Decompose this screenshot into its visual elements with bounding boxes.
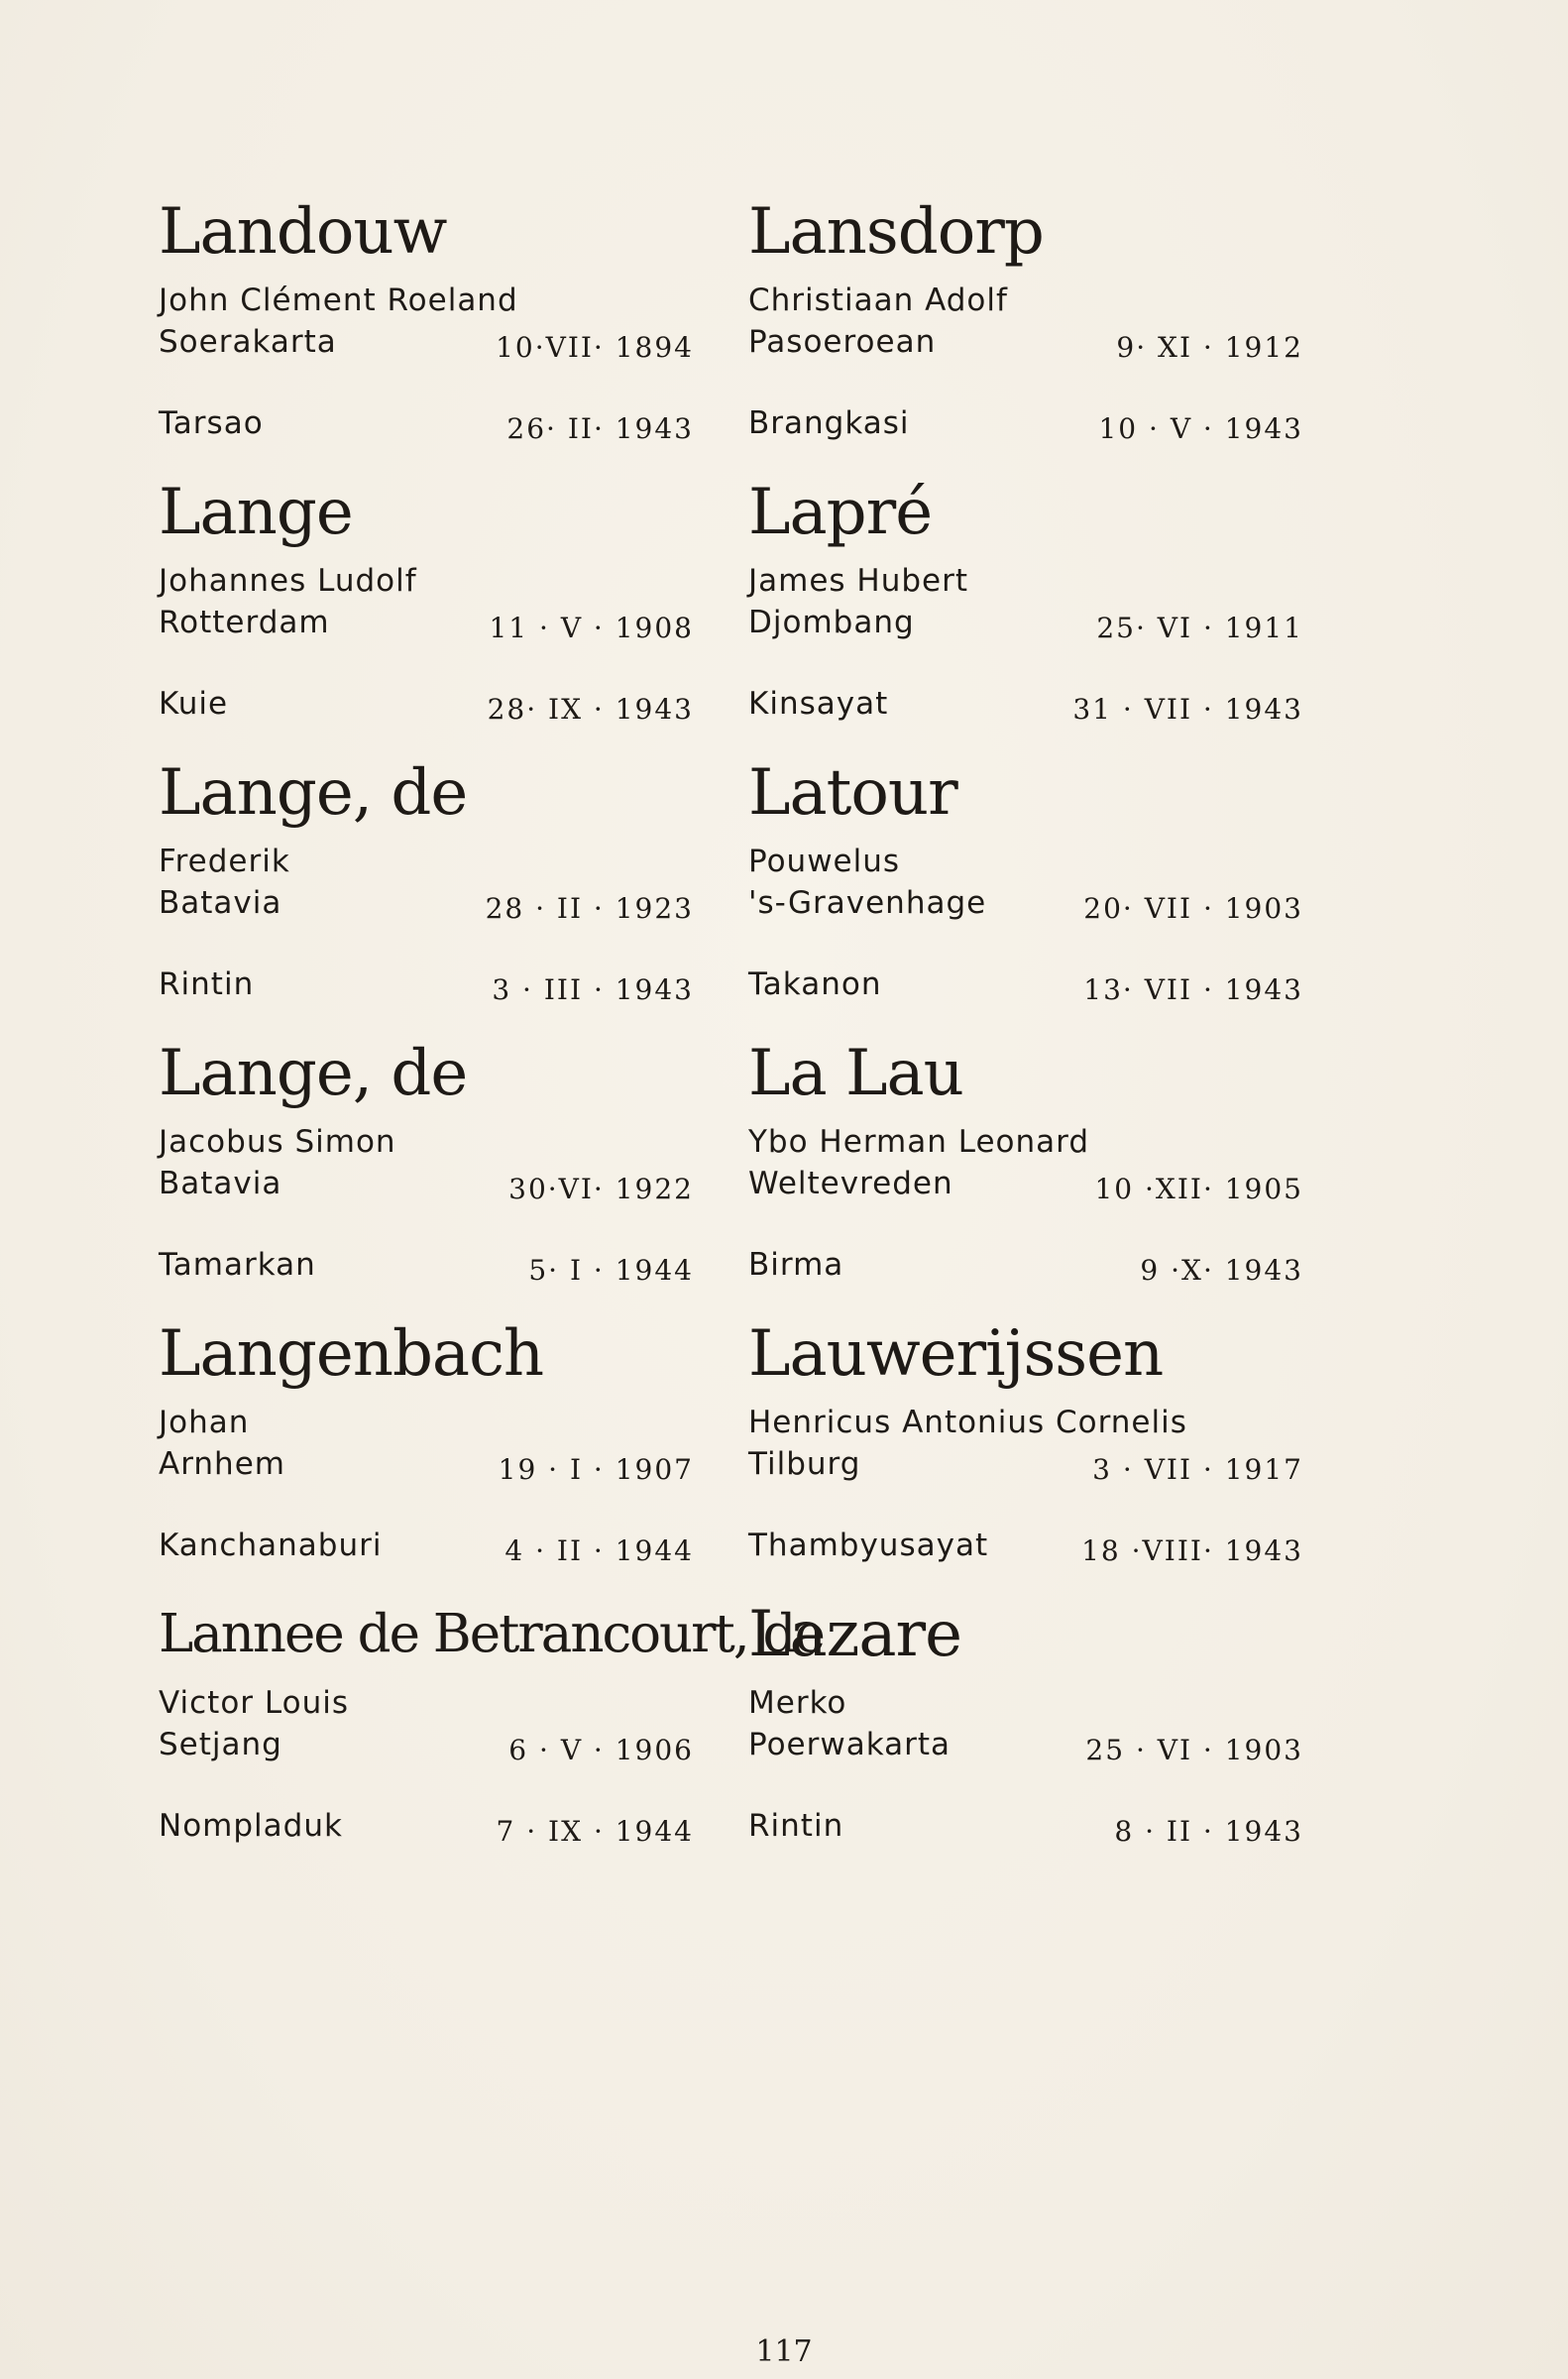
birth-date: 11 · V · 1908: [489, 612, 694, 644]
death-row: [748, 683, 1303, 725]
given-names: Johan: [159, 1405, 250, 1440]
death-date: 4 · II · 1944: [504, 1534, 694, 1567]
surname: Landouw: [159, 195, 447, 269]
birth-date: 20· VII · 1903: [1083, 892, 1303, 925]
given-names: Pouwelus: [748, 844, 901, 879]
page-number: 117: [755, 2334, 813, 2369]
birth-place: Tilburg: [748, 1446, 861, 1482]
surname: Lange, de: [159, 1037, 468, 1110]
death-row: [748, 963, 1303, 1005]
given-names: Victor Louis: [159, 1685, 350, 1721]
birth-row: [748, 1443, 1303, 1485]
death-place: Birma: [748, 1247, 844, 1283]
death-date: 28· IX · 1943: [487, 693, 694, 726]
death-place: Rintin: [748, 1808, 844, 1844]
entry: [159, 188, 694, 469]
entry: [748, 469, 1303, 749]
death-place: Rintin: [159, 966, 255, 1002]
death-date: 3 · III · 1943: [492, 973, 694, 1006]
given-names: Merko: [748, 1685, 847, 1721]
birth-place: Weltevreden: [748, 1166, 953, 1201]
death-row: [748, 1525, 1303, 1566]
entry: [748, 188, 1303, 469]
birth-date: 3 · VII · 1917: [1092, 1453, 1303, 1486]
death-date: 7 · IX · 1944: [496, 1815, 694, 1848]
death-row: [748, 1805, 1303, 1847]
entry: [748, 1310, 1303, 1591]
death-place: Nompladuk: [159, 1808, 343, 1844]
birth-date: 10·VII· 1894: [496, 331, 694, 364]
birth-row: [748, 882, 1303, 924]
birth-date: 28 · II · 1923: [485, 892, 694, 925]
entry: [748, 1030, 1303, 1310]
death-date: 5· I · 1944: [528, 1254, 694, 1287]
death-row: [159, 1525, 694, 1566]
death-row: [748, 1244, 1303, 1286]
death-place: Kinsayat: [748, 686, 889, 722]
death-date: 18 ·VIII· 1943: [1081, 1534, 1303, 1567]
birth-place: Pasoeroean: [748, 324, 937, 360]
given-names: Ybo Herman Leonard: [748, 1124, 1089, 1160]
surname: Langenbach: [159, 1317, 544, 1391]
entry: [159, 749, 694, 1030]
birth-row: [159, 1724, 694, 1765]
given-names: Frederik: [159, 844, 290, 879]
death-date: 13· VII · 1943: [1083, 973, 1303, 1006]
given-names: John Clément Roeland: [159, 283, 518, 318]
entry: [748, 1591, 1303, 1871]
birth-place: Batavia: [159, 1166, 282, 1201]
death-row: [159, 1805, 694, 1847]
birth-date: 30·VI· 1922: [508, 1173, 694, 1205]
birth-row: [159, 602, 694, 643]
death-date: 8 · II · 1943: [1114, 1815, 1303, 1848]
birth-place: Setjang: [159, 1727, 282, 1762]
surname: Lazare: [748, 1598, 961, 1671]
death-date: 9 ·X· 1943: [1140, 1254, 1303, 1287]
death-place: Takanon: [748, 966, 882, 1002]
death-row: [159, 963, 694, 1005]
death-row: [748, 402, 1303, 444]
death-place: Brangkasi: [748, 405, 910, 441]
death-place: Kanchanaburi: [159, 1528, 383, 1563]
death-place: Tarsao: [159, 405, 264, 441]
birth-date: 25 · VI · 1903: [1085, 1734, 1303, 1766]
birth-place: Batavia: [159, 885, 282, 921]
entry: [159, 469, 694, 749]
birth-place: Soerakarta: [159, 324, 337, 360]
birth-row: [748, 1724, 1303, 1765]
birth-row: [159, 1443, 694, 1485]
death-date: 26· II· 1943: [506, 412, 694, 445]
birth-row: [748, 321, 1303, 363]
birth-row: [159, 882, 694, 924]
birth-place: Poerwakarta: [748, 1727, 952, 1762]
surname: La Lau: [748, 1037, 963, 1110]
surname: Lange: [159, 476, 353, 549]
surname: Lapré: [748, 476, 933, 549]
given-names: James Hubert: [748, 563, 969, 599]
given-names: Henricus Antonius Cornelis: [748, 1405, 1187, 1440]
death-place: Tamarkan: [159, 1247, 316, 1283]
given-names: Jacobus Simon: [159, 1124, 396, 1160]
birth-row: [159, 321, 694, 363]
birth-row: [748, 602, 1303, 643]
birth-row: [748, 1163, 1303, 1204]
death-date: 10 · V · 1943: [1098, 412, 1303, 445]
right-column: [748, 188, 1303, 1871]
birth-date: 9· XI · 1912: [1116, 331, 1303, 364]
entry: [159, 1310, 694, 1591]
death-place: Thambyusayat: [748, 1528, 989, 1563]
given-names: Christiaan Adolf: [748, 283, 1008, 318]
death-date: 31 · VII · 1943: [1072, 693, 1303, 726]
surname: Lansdorp: [748, 195, 1044, 269]
birth-date: 25· VI · 1911: [1096, 612, 1303, 644]
entry: [159, 1030, 694, 1310]
birth-place: Djombang: [748, 605, 915, 640]
birth-date: 10 ·XII· 1905: [1094, 1173, 1303, 1205]
death-row: [159, 683, 694, 725]
surname: Lange, de: [159, 756, 468, 830]
birth-place: Arnhem: [159, 1446, 285, 1482]
surname: Lannee de Betrancourt, de: [159, 1604, 824, 1664]
death-row: [159, 1244, 694, 1286]
given-names: Johannes Ludolf: [159, 563, 417, 599]
surname: Lauwerijssen: [748, 1317, 1164, 1391]
birth-date: 6 · V · 1906: [508, 1734, 694, 1766]
death-place: Kuie: [159, 686, 229, 722]
surname: Latour: [748, 756, 957, 830]
birth-place: Rotterdam: [159, 605, 330, 640]
birth-date: 19 · I · 1907: [498, 1453, 694, 1486]
entry: [748, 749, 1303, 1030]
death-row: [159, 402, 694, 444]
birth-place: 's-Gravenhage: [748, 885, 987, 921]
birth-row: [159, 1163, 694, 1204]
